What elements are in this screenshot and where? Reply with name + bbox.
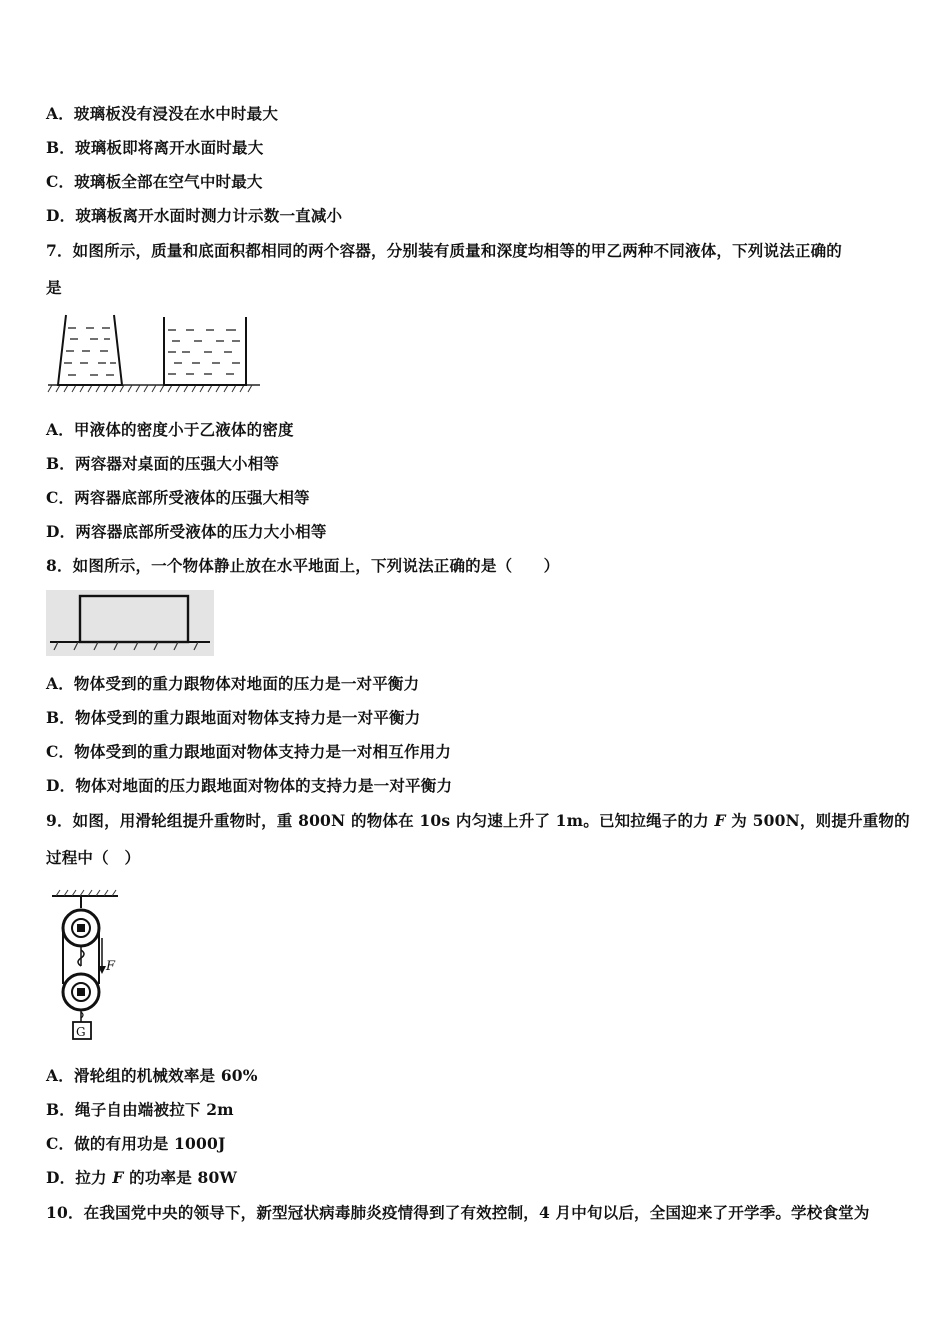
q8-option-a: A．物体受到的重力跟物体对地面的压力是一对平衡力	[46, 674, 420, 693]
q9-option-a: A．滑轮组的机械效率是 60%	[46, 1066, 258, 1085]
q9-option-d	[46, 1166, 237, 1188]
q9-stem-part-b: 为 500N，则提升重物的	[725, 811, 910, 830]
q9-option-d-force-symbol: F	[112, 1168, 124, 1187]
q6-option-c: C．玻璃板全部在空气中时最大	[46, 172, 263, 191]
q8-option-d: D．物体对地面的压力跟地面对物体的支持力是一对平衡力	[46, 776, 453, 795]
q10-stem: 10．在我国党中央的领导下，新型冠状病毒肺炎疫情得到了有效控制，4 月中旬以后，全国迎来了开学季。学校食堂为	[46, 1203, 870, 1222]
q8-block-figure	[46, 590, 214, 656]
q8-stem: 8．如图所示，一个物体静止放在水平地面上，下列说法正确的是（ ）	[46, 556, 560, 575]
q7-option-d: D．两容器底部所受液体的压力大小相等	[46, 522, 327, 541]
q9-option-b: B．绳子自由端被拉下 2m	[46, 1100, 234, 1119]
q9-stem-force-symbol: F	[714, 811, 726, 830]
q7-containers-figure	[46, 308, 264, 398]
q6-option-a: A．玻璃板没有浸没在水中时最大	[46, 104, 279, 123]
q9-pulley-figure	[46, 888, 126, 1044]
q6-option-b: B．玻璃板即将离开水面时最大	[46, 138, 264, 157]
q9-option-d-part-b: 的功率是 80W	[123, 1168, 238, 1187]
q8-option-c: C．物体受到的重力跟地面对物体支持力是一对相互作用力	[46, 742, 452, 761]
q7-stem-line2: 是	[46, 278, 62, 297]
q7-option-b: B．两容器对桌面的压强大小相等	[46, 454, 280, 473]
q9-option-c: C．做的有用功是 1000J	[46, 1134, 226, 1153]
q9-stem-line1	[46, 809, 910, 831]
q7-option-a: A．甲液体的密度小于乙液体的密度	[46, 420, 294, 439]
q7-stem-line1: 7．如图所示，质量和底面积都相同的两个容器，分别装有质量和深度均相等的甲乙两种不同液体，下列说法正确的	[46, 241, 842, 260]
q9-option-d-part-a: D．拉力	[46, 1168, 113, 1187]
q7-option-c: C．两容器底部所受液体的压强大相等	[46, 488, 310, 507]
q9-figure-force-label: F	[106, 959, 116, 974]
q9-stem-part-a: 9．如图，用滑轮组提升重物时，重 800N 的物体在 10s 内匀速上升了 1m。已知拉绳子的力	[46, 811, 715, 830]
q9-stem-line2: 过程中（ ）	[46, 848, 141, 867]
q6-option-d: D．玻璃板离开水面时测力计示数一直减小	[46, 206, 343, 225]
q8-option-b: B．物体受到的重力跟地面对物体支持力是一对平衡力	[46, 708, 421, 727]
q9-figure-weight-label: G	[76, 1025, 86, 1039]
